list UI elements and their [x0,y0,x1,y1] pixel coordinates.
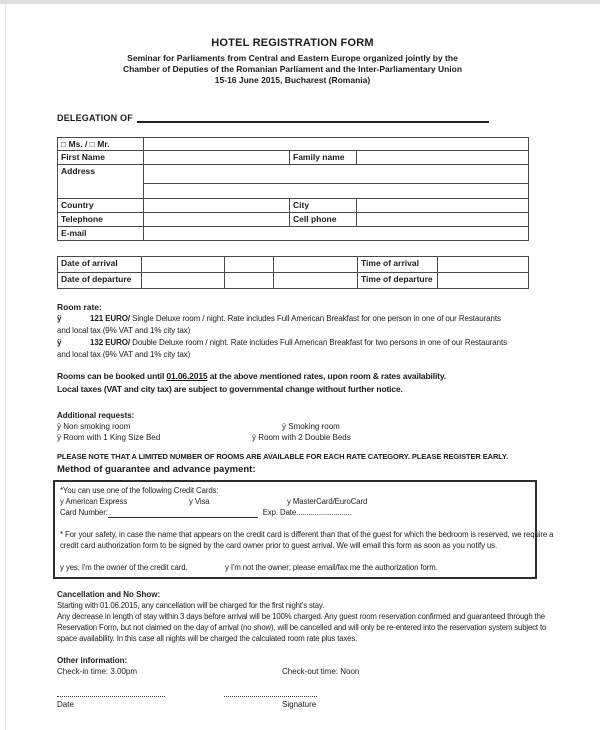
credit-card-box [53,480,554,579]
card-number-row [60,507,530,518]
checkbox-bullet-icon: y [60,497,64,506]
booking-text: Rooms can be booked until [57,371,167,381]
request-double-beds [252,432,351,443]
time-of-departure-value-cell [438,273,529,289]
email-label: E-mail [58,227,144,241]
delegation-row [57,112,528,123]
checkbox-bullet-icon: ÿ [282,422,286,431]
empty-cell [225,257,274,273]
request-king-bed [57,432,252,443]
table-row [58,138,529,151]
date-of-arrival-label: Date of arrival [58,257,142,273]
card-label: American Express [65,497,128,506]
table-row [58,199,529,213]
checkbox-bullet-icon: ÿ [57,433,61,442]
form-title: HOTEL REGISTRATION FORM [211,37,374,49]
table-row [58,151,529,165]
delegation-label: DELEGATION OF [57,113,133,123]
card-number-blank-line [108,509,258,518]
request-label: Room with 1 King Size Bed [63,433,161,442]
empty-cell [225,273,274,289]
first-name-value-cell [144,151,290,165]
salutation-value-cell [144,138,529,151]
checkbox-bullet-icon: ÿ [57,422,61,431]
family-name-value-cell [357,151,529,165]
telephone-value-cell [144,213,290,227]
subtitle-line: Chamber of Deputies of the Romanian Parliament and the Inter-Parliamentary Union [122,64,463,74]
signature-label: Signature [282,700,317,709]
request-smoking [282,421,340,432]
empty-cell [274,257,358,273]
checkbox-bullet-icon: ÿ [57,338,62,347]
address-value-cell [144,165,529,184]
date-label: Date [57,700,74,709]
spacer [60,518,530,529]
scan-edge-left [5,4,6,730]
family-name-label: Family name [290,151,357,165]
check-times-row [57,666,528,677]
cell-phone-label: Cell phone [290,213,357,227]
guest-info-table [57,137,529,241]
credit-card-intro: *You can use one of the following Credit Cards: [60,486,219,495]
request-row [57,432,528,443]
time-of-arrival-value-cell [438,257,529,273]
card-owner-row [60,562,530,573]
cancellation-line: space availability. In this case all nights will be charged the calculated room rate plus taxes. [57,634,358,643]
owner-option [60,562,225,573]
date-of-arrival-value-cell [142,257,225,273]
address-label: Address [58,165,144,199]
safety-note-line: * For your safety, in case the name that appears on the credit card is different than that of the guest for which the bedroom is reserved, we require a [60,530,554,539]
safety-note-line: credit card authorization form to be signed by the card owner prior to guest arrival. We will email this form as soon as you notify us. [60,541,498,550]
request-non-smoking [57,421,282,432]
other-info-section [57,655,528,677]
delegation-blank-line [137,112,489,123]
salutation-label: □ Ms. / □ Mr. [58,138,144,151]
rate-option-double [57,337,528,349]
checkbox-bullet-icon: y [287,497,291,506]
telephone-label: Telephone [58,213,144,227]
empty-cell [274,273,358,289]
date-of-departure-label: Date of departure [58,273,142,289]
additional-requests-section [57,410,528,443]
request-label: Room with 2 Double Beds [258,433,351,442]
card-option-amex [60,496,189,507]
rate-text-continued: and local tax (9% VAT and 1% city tax) [57,326,191,335]
card-option-visa [189,496,287,507]
not-owner-option-label: I'm not the owner; please email/fax me the authorization form. [230,563,438,572]
rate-price: 132 EURO/ [90,338,131,347]
room-rate-heading: Room rate: [57,302,102,312]
signature-labels-row [57,699,528,710]
signature-section [57,689,528,710]
other-info-heading: Other information: [57,656,128,665]
limited-rooms-note: PLEASE NOTE THAT A LIMITED NUMBER OF ROOMS ARE AVAILABLE FOR EACH RATE CATEGORY. PLEASE REGISTER EARLY. [57,452,509,461]
card-label: MasterCard/EuroCard [292,497,368,506]
signature-dotted-line [224,689,317,697]
additional-requests-heading: Additional requests: [57,411,135,420]
tax-note-line: Local taxes (VAT and city tax) are subject to governmental change without further notice. [57,383,403,394]
country-label: Country [58,199,144,213]
checkbox-bullet-icon: ÿ [252,433,256,442]
payment-method-heading: Method of guarantee and advance payment: [57,464,256,475]
check-in-time: Check-in time: 3.00pm [57,667,138,676]
cell-phone-value-cell [357,213,529,227]
booking-deadline-line [57,370,528,383]
not-owner-option [225,562,438,573]
rate-option-single [57,313,528,325]
form-content [57,0,554,710]
booking-text: at the above mentioned rates, upon room & rates availability. [207,371,447,381]
credit-card-options-row [60,496,530,507]
rate-price: 121 EURO/ [90,314,131,323]
table-row [58,273,529,289]
signature-lines-row [57,689,528,697]
form-subtitle [57,53,528,86]
check-out-time: Check-out time: Noon [282,667,360,676]
rate-text: Single Deluxe room / night. Rate includes Full American Breakfast for one person in one of our Restaurants [130,314,501,323]
request-label: Smoking room [288,422,340,431]
rate-text-continued: and local tax (9% VAT and 1% city tax) [57,350,191,359]
card-label: Visa [194,497,210,506]
checkbox-bullet-icon: y [60,563,64,572]
city-value-cell [357,199,529,213]
time-of-departure-label: Time of departure [358,273,438,289]
card-option-mastercard [287,496,367,507]
rate-text: Double Deluxe room / night. Rate includes Full American Breakfast for two persons in one of our Restaurants [130,338,507,347]
owner-option-label: yes, I'm the owner of the credit card. [65,563,188,572]
table-row [58,213,529,227]
checkbox-bullet-icon: y [189,497,193,506]
cancellation-heading: Cancellation and No Show: [57,590,161,599]
cancellation-line: Any decrease in length of stay within 3 days before arrival will be 100% charged. Any guest room reservation confirmed and guaranteed through the [57,612,545,621]
room-rate-section [57,302,528,361]
card-number-label: Card Number: [60,508,108,517]
email-value-cell [144,227,529,241]
time-of-arrival-label: Time of arrival [358,257,438,273]
checkbox-bullet-icon: ÿ [57,314,62,323]
subtitle-line: Seminar for Parliaments from Central and Eastern Europe organized jointly by the [127,53,458,63]
first-name-label: First Name [58,151,144,165]
exp-date-label: Exp. Date........................... [262,508,352,517]
city-label: City [290,199,357,213]
table-row [58,165,529,184]
checkbox-bullet-icon: y [225,563,229,572]
date-dotted-line [57,689,165,697]
cancellation-section [57,589,547,644]
cancellation-line: Starting with 01.06.2015, any cancellation will be charged for the first night's stay. [57,601,325,610]
booking-deadline-date: 01.06.2015 [166,371,208,381]
subtitle-line: 15-16 June 2015, Bucharest (Romania) [214,75,371,85]
table-row [58,227,529,241]
request-row [57,421,528,432]
cancellation-line: Reservation Form, but not claimed on the day of arrival (no show), will be cancelled and will only be re-entered into the reservation system subject to [57,623,547,632]
table-row [58,257,529,273]
address-value-cell-2 [144,184,529,199]
request-label: Non smoking room [63,422,131,431]
schedule-table [57,256,529,289]
country-value-cell [144,199,290,213]
booking-note [57,370,528,395]
date-of-departure-value-cell [142,273,225,289]
spacer [60,551,530,562]
